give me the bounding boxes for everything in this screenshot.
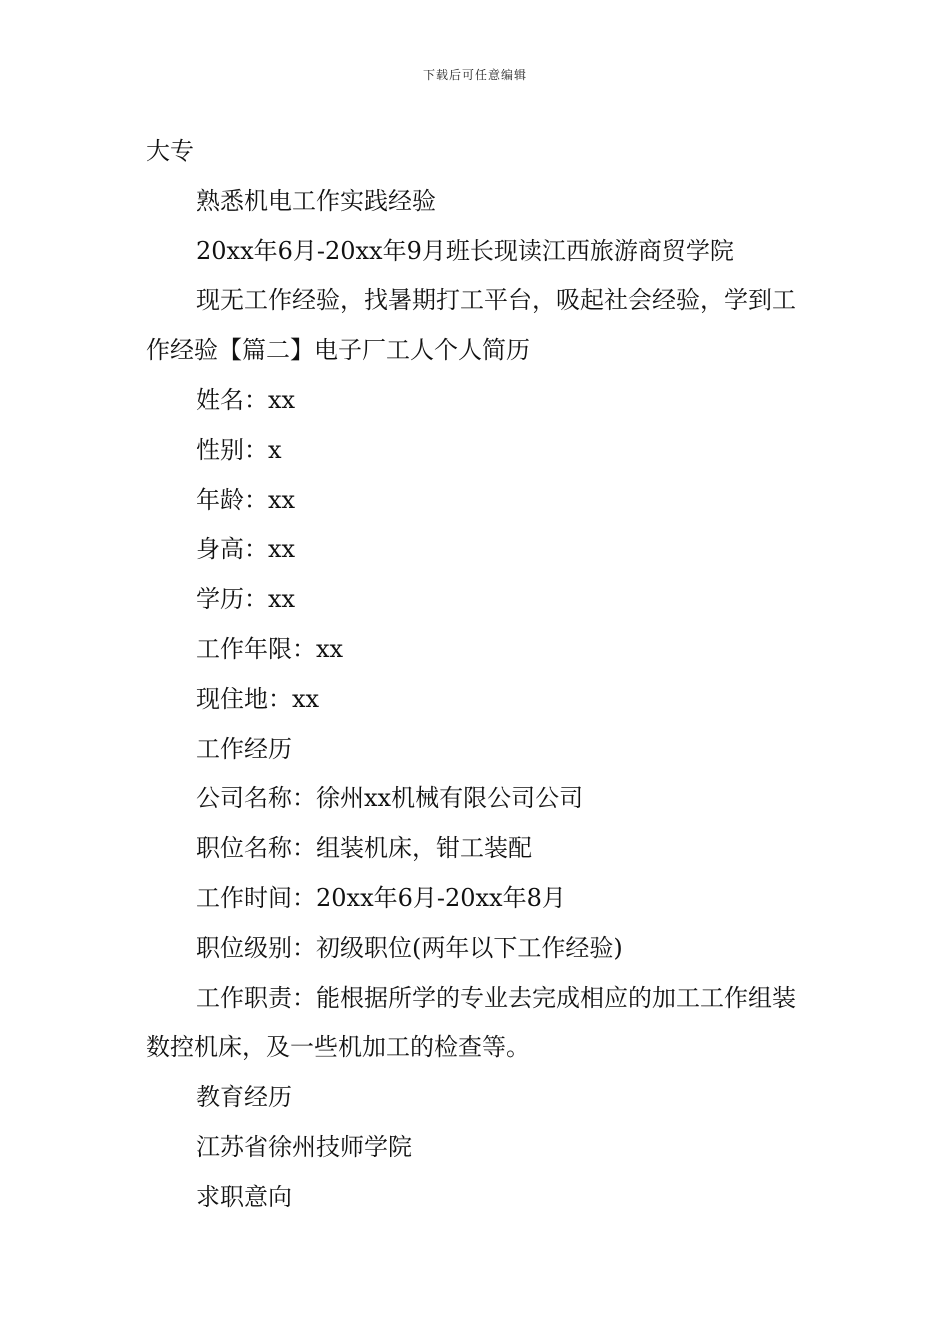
experience-summary-line: 熟悉机电工作实践经验 [196,186,436,215]
page-header: 下载后可任意编辑 [422,68,527,82]
job-duties-paragraph: 工作职责：能根据所学的专业去完成相应的加工工作组装数控机床，及一些机加工的检查等。 [146,983,796,1062]
age-field: 年龄：xx [196,485,296,514]
work-period-field: 工作时间：20xx年6月-20xx年8月 [196,883,566,912]
document-body [146,127,810,1223]
height-field: 身高：xx [196,535,296,564]
company-name-field: 公司名称：徐州xx机械有限公司公司 [196,784,584,813]
position-name-field: 职位名称：组装机床，钳工装配 [196,834,532,863]
residence-field: 现住地：xx [196,684,320,713]
position-level-field: 职位级别：初级职位(两年以下工作经验) [196,933,623,962]
job-intention-heading: 求职意向 [196,1182,292,1211]
name-field: 姓名：xx [196,385,296,414]
work-experience-paragraph: 现无工作经验，找暑期打工平台，吸起社会经验，学到工作经验【篇二】电子厂工人个人简历 [146,286,796,365]
work-history-heading: 工作经历 [196,734,292,763]
school-name-line: 江苏省徐州技师学院 [196,1132,412,1161]
gender-field: 性别：x [196,435,282,464]
degree-field: 学历：xx [196,585,296,614]
education-history-heading: 教育经历 [196,1083,292,1112]
work-years-field: 工作年限：xx [196,634,344,663]
school-role-line: 20xx年6月-20xx年9月班长现读江西旅游商贸学院 [196,236,734,265]
education-level-line: 大专 [146,137,194,165]
